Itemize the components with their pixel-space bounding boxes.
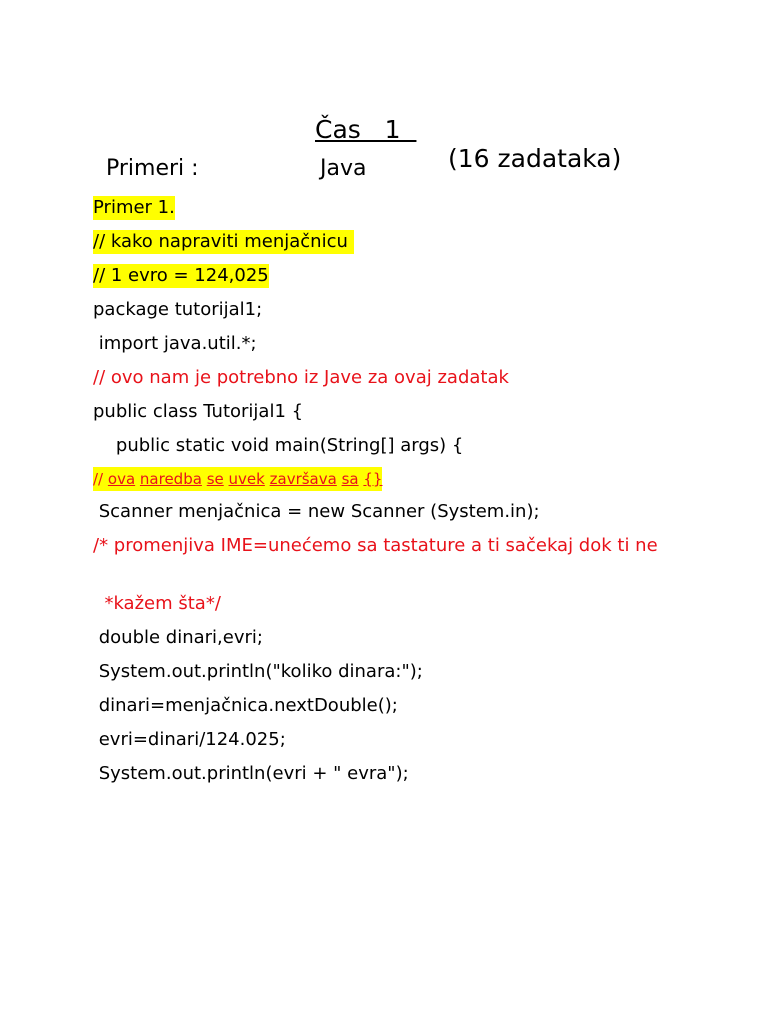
comment-brace-word: sa	[341, 470, 359, 488]
comment-brace-word: završava	[269, 470, 337, 488]
main-declaration: public static void main(String[] args) {	[93, 435, 464, 456]
primer-label: Primer 1.	[93, 197, 175, 218]
primeri-label: Primeri :	[106, 156, 199, 181]
package-statement: package tutorijal1;	[93, 299, 263, 320]
comment-brace-word: se	[206, 470, 224, 488]
title-task-count: (16 zadataka)	[448, 144, 622, 173]
import-statement: import java.util.*;	[93, 333, 257, 354]
comment-exchange: // kako napraviti menjačnicu	[93, 231, 354, 252]
comment-brace-word: ova	[107, 470, 136, 488]
comment-variable: /* promenjiva IME=unećemo sa tastature a ti sačekaj dok ti ne	[93, 535, 658, 556]
comment-brace-word: uvek	[228, 470, 265, 488]
comment-brace	[93, 467, 382, 491]
comment-import: // ovo nam je potrebno iz Jave za ovaj zadatak	[93, 367, 509, 388]
comment-variable-end: *kažem šta*/	[93, 593, 221, 614]
println-prompt: System.out.println("koliko dinara:");	[93, 661, 423, 682]
comment-brace-word: naredba	[139, 470, 202, 488]
scanner-statement: Scanner menjačnica = new Scanner (System.in);	[93, 501, 540, 522]
comment-brace-word: {}	[363, 470, 383, 488]
language-label: Java	[320, 156, 367, 181]
println-result: System.out.println(evri + " evra");	[93, 763, 409, 784]
class-declaration: public class Tutorijal1 {	[93, 401, 304, 422]
title-lesson: Čas 1	[315, 115, 417, 144]
double-declaration: double dinari,evri;	[93, 627, 263, 648]
comment-rate: // 1 evro = 124,025	[93, 265, 269, 286]
comment-brace-word: //	[93, 470, 104, 488]
document-title	[0, 86, 768, 202]
compute-statement: evri=dinari/124.025;	[93, 729, 286, 750]
read-input: dinari=menjačnica.nextDouble();	[93, 695, 398, 716]
